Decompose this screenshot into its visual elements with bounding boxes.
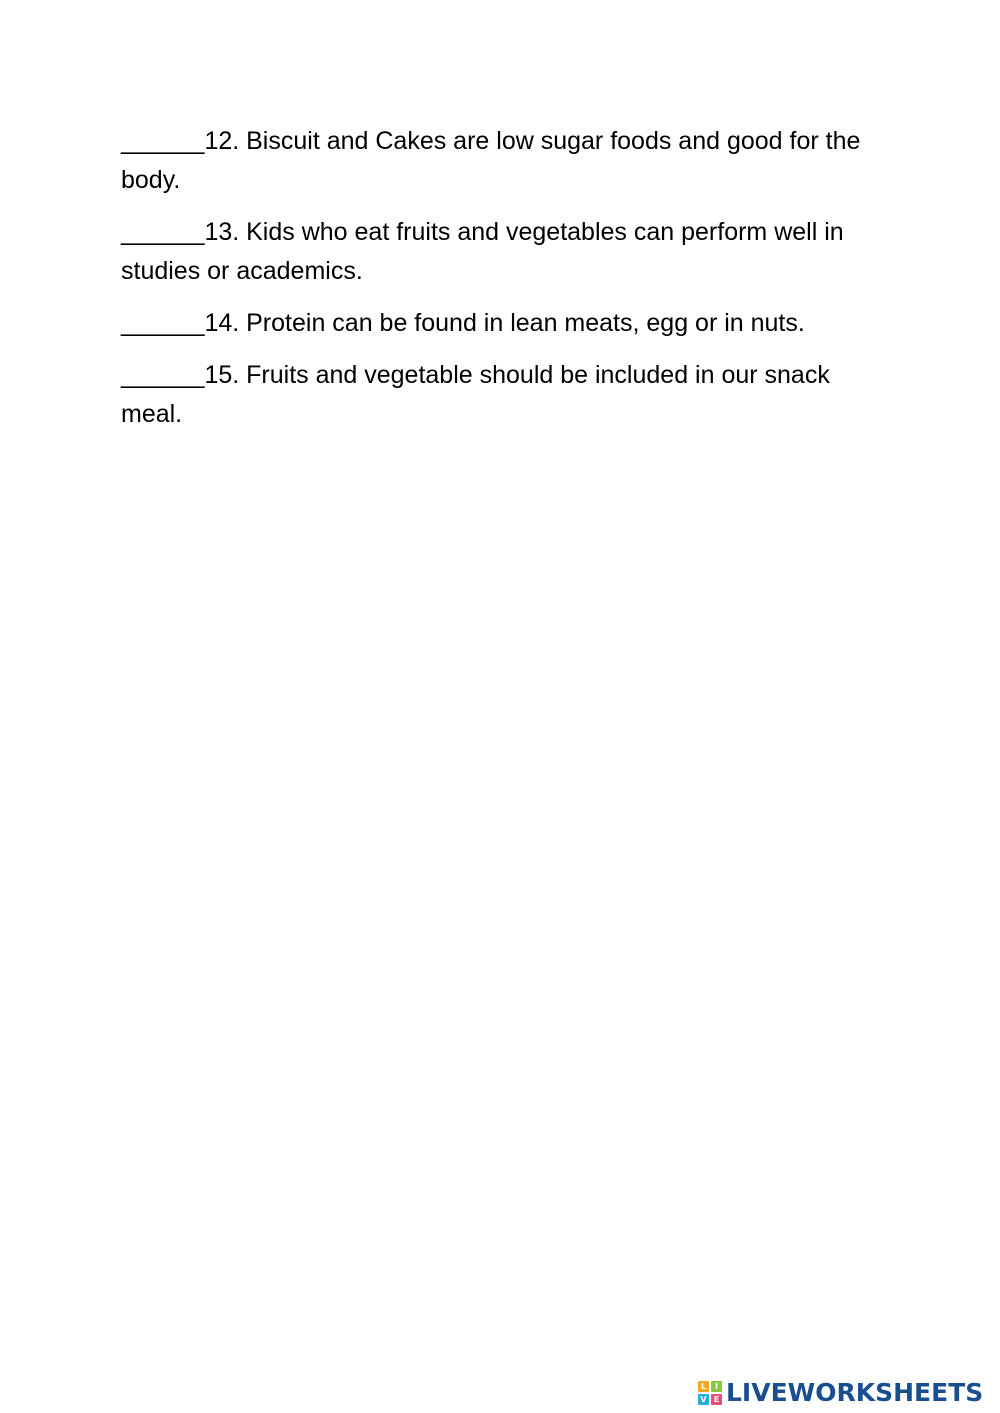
question-13 <box>121 213 891 291</box>
question-12 <box>121 122 891 200</box>
answer-blank: ______ <box>121 361 205 389</box>
logo-mark-tile-l: L <box>698 1381 709 1392</box>
logo-text: LIVEWORKSHEETS <box>726 1378 984 1407</box>
liveworksheets-logo <box>698 1378 983 1408</box>
question-text: 12. Biscuit and Cakes are low sugar foods and good for the body. <box>121 127 861 194</box>
question-15 <box>121 356 891 434</box>
question-text: 13. Kids who eat fruits and vegetables can perform well in studies or academics. <box>121 218 844 285</box>
logo-mark-tile-v: V <box>698 1394 709 1405</box>
logo-mark-tile-e: E <box>711 1394 722 1405</box>
question-list <box>121 122 891 447</box>
logo-mark-icon <box>698 1381 722 1405</box>
logo-mark-tile-i: I <box>711 1381 722 1392</box>
question-14 <box>121 304 891 343</box>
answer-blank: ______ <box>121 127 205 155</box>
question-text: 15. Fruits and vegetable should be included in our snack meal. <box>121 361 830 428</box>
question-text: 14. Protein can be found in lean meats, egg or in nuts. <box>204 309 805 337</box>
answer-blank: ______ <box>121 309 205 337</box>
answer-blank: ______ <box>121 218 205 246</box>
